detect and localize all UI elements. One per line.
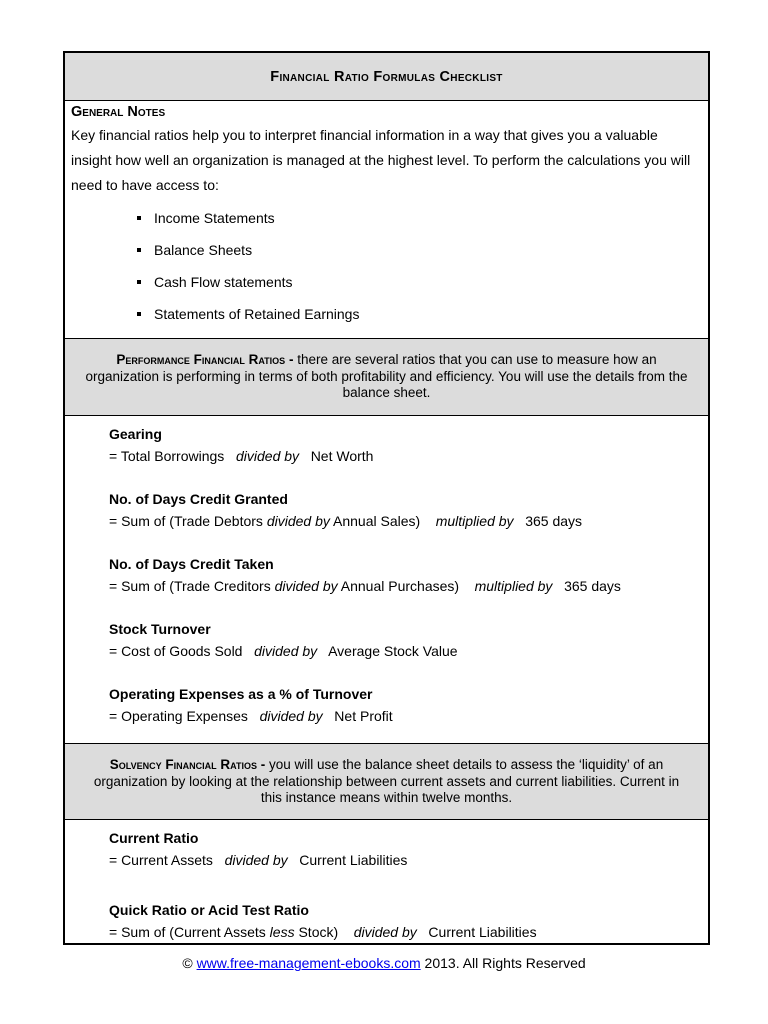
solvency-ratios (109, 827, 698, 943)
ratio-name: Operating Expenses as a % of Turnover (109, 686, 373, 702)
formula-part: = Cost of Goods Sold (109, 643, 255, 659)
formula-part: Average Stock Value (317, 643, 458, 659)
ratio-name: Quick Ratio or Acid Test Ratio (109, 902, 309, 918)
formula-part: = Operating Expenses (109, 708, 260, 724)
ratio-formula (109, 575, 698, 597)
formula-part: Annual Sales) (329, 513, 436, 529)
formula-part: Net Worth (299, 448, 374, 464)
website-link[interactable]: www.free-management-ebooks.com (196, 955, 421, 971)
general-notes-body: Key financial ratios help you to interpret financial information in a way that gives you a valuable insight how well an organization is managed at the highest level. To perform the calculations you will need to have access to: (71, 127, 691, 193)
ratio-formula (109, 445, 698, 467)
document-title: Financial Ratio Formulas Checklist (270, 69, 503, 85)
formula-part: = Sum of (Trade Debtors (109, 513, 267, 529)
formula-part: 365 days (513, 513, 583, 529)
ratio-name: Current Ratio (109, 830, 199, 846)
formula-part: = Current Assets (109, 852, 225, 868)
copyright-text: 2013. All Rights Reserved (420, 955, 586, 971)
general-notes-section (71, 103, 702, 330)
performance-description: there are several ratios that you can use to measure how an organization is performing in terms of both profitability and efficiency. You will use the details from the balance sheet. (85, 352, 688, 400)
formula-part: Annual Purchases) (337, 578, 475, 594)
list-item: Balance Sheets (71, 234, 702, 266)
general-notes-heading: General Notes (71, 104, 166, 120)
ratio-formula (109, 640, 698, 662)
formula-part: Stock) (294, 924, 354, 940)
performance-heading: Performance Financial Ratios - (116, 352, 294, 367)
formula-operator: less (269, 924, 295, 940)
formula-operator: divided by (259, 708, 323, 724)
formula-part: Current Liabilities (416, 924, 537, 940)
solvency-heading: Solvency Financial Ratios - (109, 757, 266, 772)
ratio-formula (109, 849, 698, 871)
performance-band (65, 338, 708, 416)
solvency-description: you will use the balance sheet details to assess the ‘liquidity’ of an organization by looking at the relationship between current assets and current liabilities. Current in this instance means within twelve months. (93, 757, 680, 805)
ratio-quick (109, 899, 698, 943)
list-item: Statements of Retained Earnings (71, 298, 702, 330)
formula-operator: multiplied by (435, 513, 514, 529)
ratio-name: Gearing (109, 426, 162, 442)
formula-part: 365 days (552, 578, 621, 594)
required-statements-list (71, 202, 702, 330)
list-item: Income Statements (71, 202, 702, 234)
formula-operator: divided by (274, 578, 338, 594)
solvency-intro (65, 744, 708, 807)
ratio-current (109, 827, 698, 871)
formula-part: Current Liabilities (287, 852, 408, 868)
ratio-days-credit-taken (109, 553, 698, 597)
formula-operator: divided by (266, 513, 330, 529)
ratio-gearing (109, 423, 698, 467)
formula-part: = Sum of (Trade Creditors (109, 578, 275, 594)
formula-operator: multiplied by (474, 578, 553, 594)
ratio-name: Stock Turnover (109, 621, 211, 637)
formula-part: = Sum of (Current Assets (109, 924, 270, 940)
ratio-name: No. of Days Credit Granted (109, 491, 288, 507)
ratio-operating-expenses (109, 683, 698, 727)
formula-part: = Total Borrowings (109, 448, 236, 464)
ratio-stock-turnover (109, 618, 698, 662)
solvency-band (65, 743, 708, 820)
formula-operator: divided by (254, 643, 318, 659)
formula-operator: divided by (353, 924, 417, 940)
formula-operator: divided by (235, 448, 300, 464)
ratio-formula (109, 705, 698, 727)
performance-intro (65, 339, 708, 402)
checklist-frame (63, 51, 710, 945)
ratio-formula (109, 921, 698, 943)
list-item: Cash Flow statements (71, 266, 702, 298)
formula-part: Net Profit (322, 708, 393, 724)
title-band (65, 53, 708, 101)
performance-ratios (109, 423, 698, 727)
copyright-symbol: © (182, 955, 193, 971)
ratio-days-credit-granted (109, 488, 698, 532)
ratio-name: No. of Days Credit Taken (109, 556, 274, 572)
copyright-footer (0, 953, 768, 973)
ratio-formula (109, 510, 698, 532)
formula-operator: divided by (224, 852, 288, 868)
